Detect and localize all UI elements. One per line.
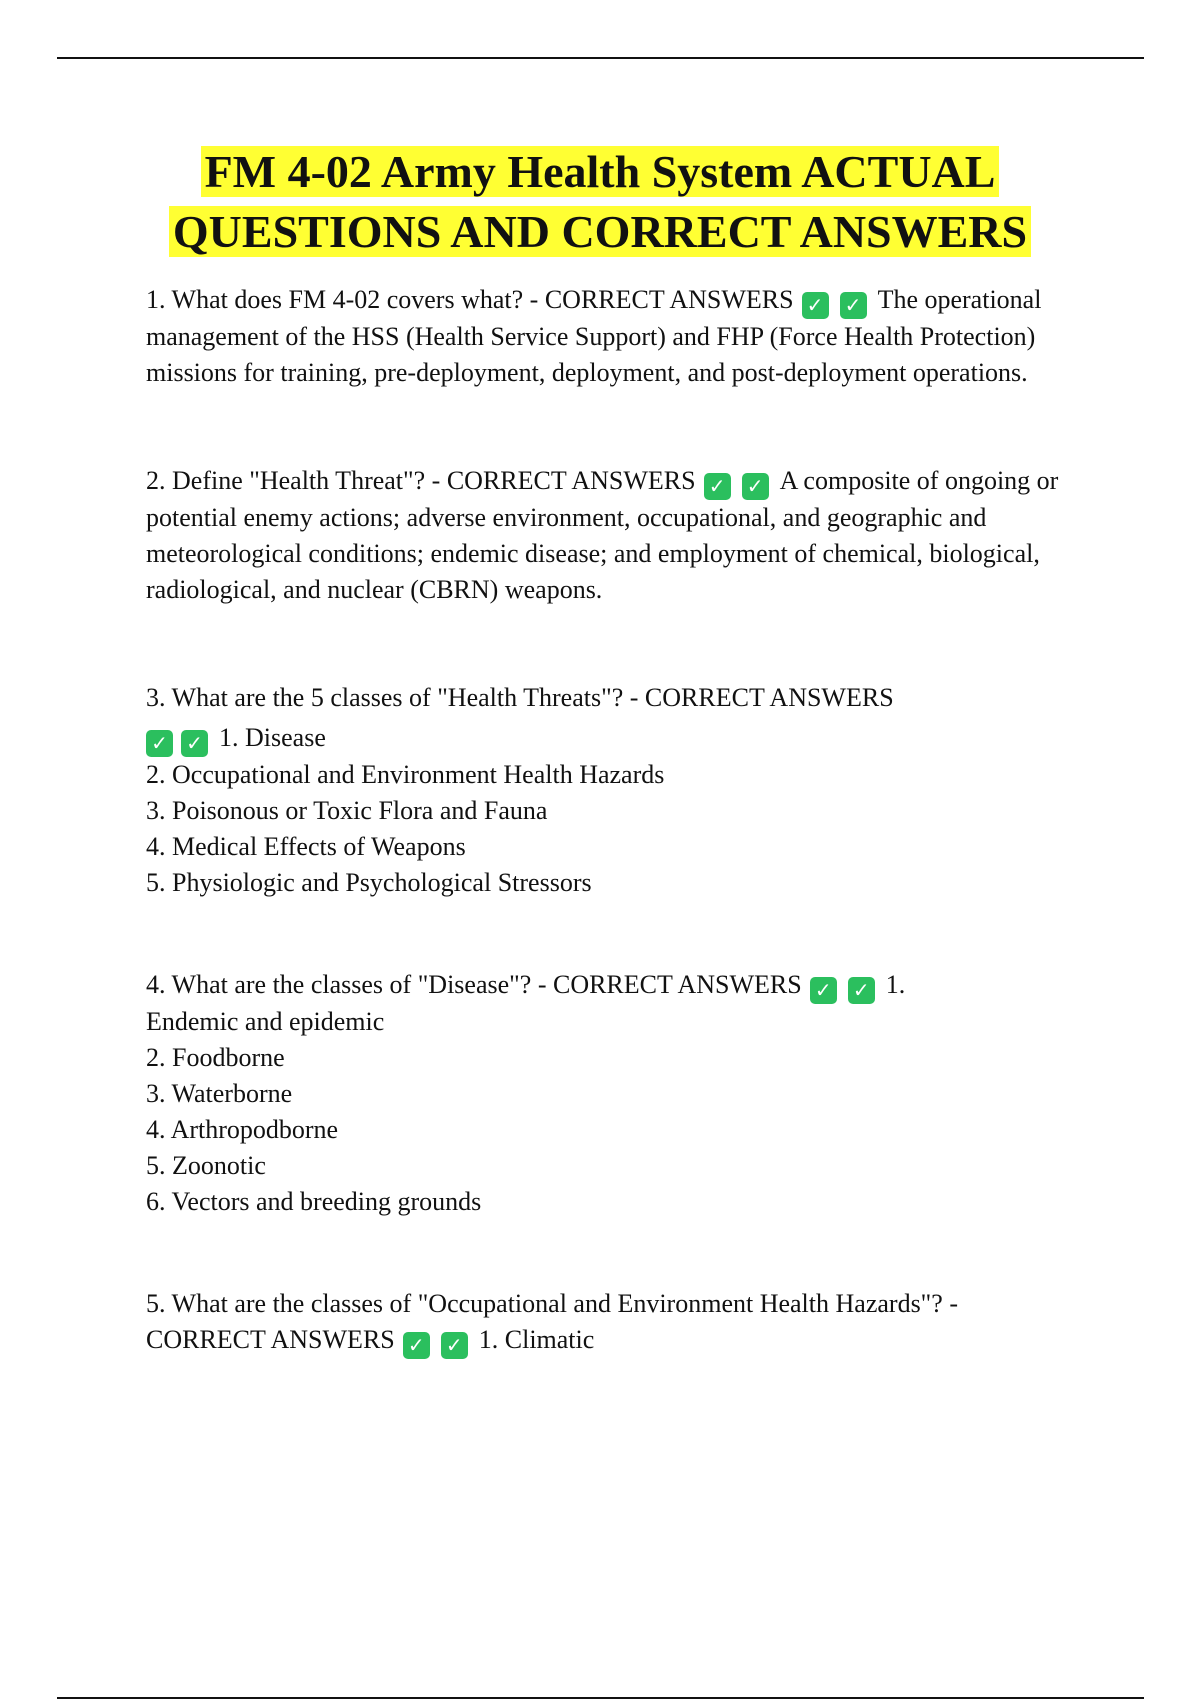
check-icon: ✓	[146, 730, 173, 757]
title-line-1: FM 4-02 Army Health System ACTUAL	[201, 146, 1000, 197]
check-icon: ✓	[403, 1332, 430, 1359]
answer-list-item: 6. Vectors and breeding grounds	[146, 1187, 482, 1216]
answer-list-item: 3. Waterborne	[146, 1079, 293, 1108]
qa-content	[146, 282, 1066, 1359]
qa-item-4	[146, 967, 1066, 1220]
question-text: 2. Define "Health Threat"? - CORRECT ANSWERS	[146, 466, 696, 495]
qa-item-2	[146, 463, 1066, 608]
answer-list-item: 3. Poisonous or Toxic Flora and Fauna	[146, 796, 548, 825]
check-icon: ✓	[441, 1332, 468, 1359]
question-text: 4. What are the classes of "Disease"? - CORRECT ANSWERS	[146, 970, 802, 999]
spacer	[146, 608, 1066, 680]
qa-paragraph	[146, 967, 966, 1040]
check-icon: ✓	[742, 473, 769, 500]
question-text: 1. What does FM 4-02 covers what? - CORRECT ANSWERS	[146, 285, 794, 314]
title-line-2: QUESTIONS AND CORRECT ANSWERS	[169, 206, 1031, 257]
answer-text: The operational management of the HSS (Health Service Support) and FHP (Force Health Protection) missions for training, pre-deployment, deployment, and post-deployment operations.	[146, 285, 1042, 387]
qa-paragraph	[146, 1286, 1066, 1359]
answer-list-item: 5. Zoonotic	[146, 1151, 266, 1180]
answer-list-item: 2. Foodborne	[146, 1043, 285, 1072]
spacer	[146, 901, 1066, 967]
bottom-rule	[57, 1697, 1144, 1699]
qa-paragraph	[146, 282, 1066, 391]
answer-list-item: 4. Medical Effects of Weapons	[146, 832, 466, 861]
spacer	[146, 1220, 1066, 1286]
qa-item-5	[146, 1286, 1066, 1359]
check-icon: ✓	[840, 292, 867, 319]
answer-first: 1. Endemic and epidemic	[146, 970, 906, 1036]
top-rule	[57, 57, 1144, 59]
question-text: 3. What are the 5 classes of "Health Threats"? - CORRECT ANSWERS	[146, 683, 894, 712]
qa-paragraph	[146, 720, 1066, 757]
check-icon: ✓	[802, 292, 829, 319]
document-title	[130, 142, 1070, 262]
answer-first: 1. Climatic	[478, 1325, 595, 1354]
check-icon: ✓	[810, 977, 837, 1004]
answer-list-item: 2. Occupational and Environment Health Hazards	[146, 760, 665, 789]
spacer	[146, 391, 1066, 463]
check-icon: ✓	[704, 473, 731, 500]
check-icon: ✓	[181, 730, 208, 757]
qa-item-1	[146, 282, 1066, 391]
check-icon: ✓	[848, 977, 875, 1004]
question-text: 5. What are the classes of "Occupational and Environment Health Hazards"? - CORRECT ANSWERS	[146, 1289, 958, 1354]
qa-item-3	[146, 680, 1066, 901]
answer-list-item: 5. Physiologic and Psychological Stressors	[146, 868, 592, 897]
qa-paragraph	[146, 463, 1066, 608]
answer-list-item: 4. Arthropodborne	[146, 1115, 339, 1144]
answer-text: A composite of ongoing or potential enemy actions; adverse environment, occupational, and geographic and meteorological conditions; endemic disease; and employment of chemical, biological, radiological, and nuclear (CBRN) weapons.	[146, 466, 1059, 604]
answer-first: 1. Disease	[219, 723, 326, 752]
